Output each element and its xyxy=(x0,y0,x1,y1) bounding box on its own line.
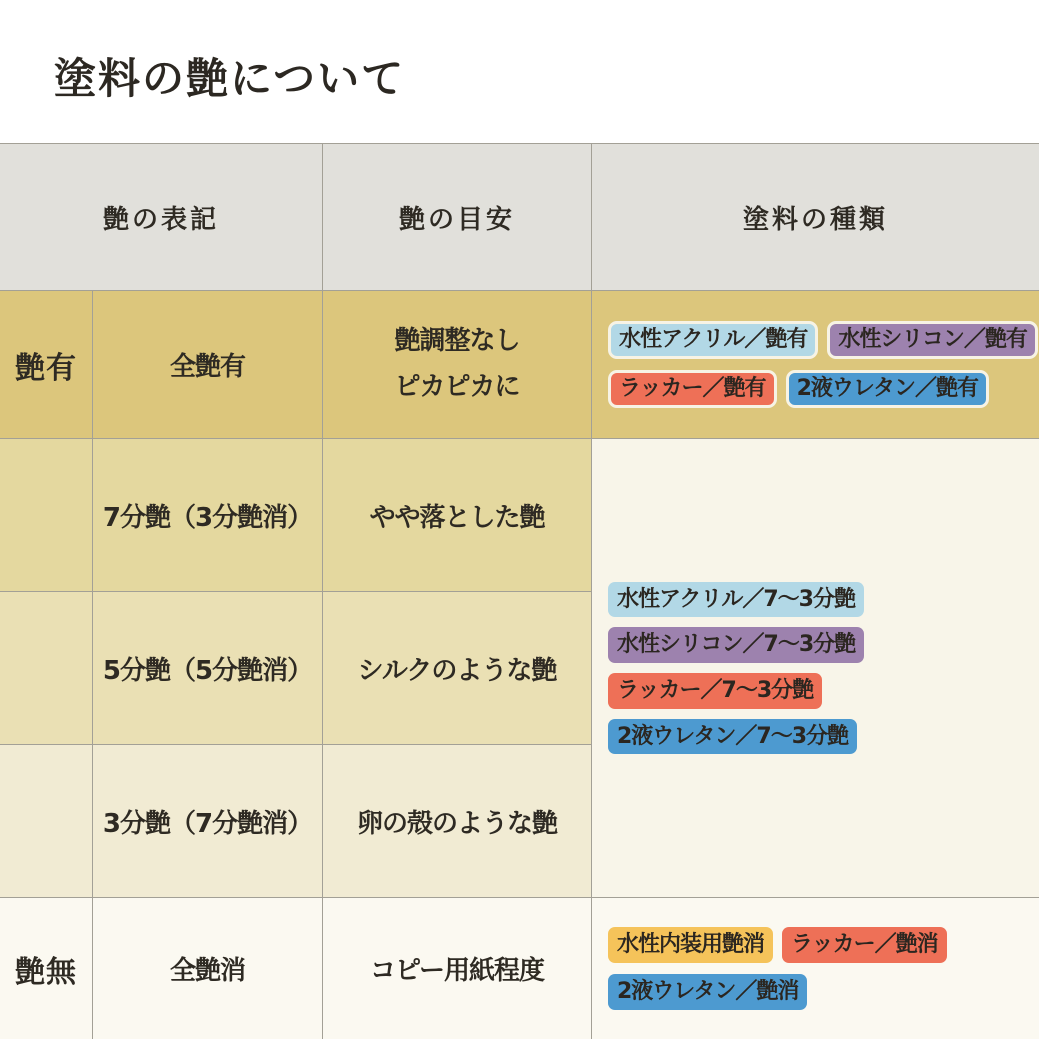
notation-gloss3: 3分艶（7分艶消） xyxy=(93,745,322,897)
paint-tag: 2液ウレタン／艶消 xyxy=(608,974,807,1010)
guide-full-gloss xyxy=(323,291,591,438)
guide-gloss5: シルクのような艶 xyxy=(323,592,591,744)
paint-tag: ラッカー／艶有 xyxy=(608,370,777,408)
notation-gloss7: 7分艶（3分艶消） xyxy=(93,439,322,591)
paint-tag-row xyxy=(608,627,864,663)
notation-matte: 全艶消 xyxy=(93,898,322,1039)
paint-tag: 水性アクリル／7～3分艶 xyxy=(608,582,864,618)
paint-tag: 水性シリコン／7～3分艶 xyxy=(608,627,864,663)
paint-tag-row xyxy=(608,370,989,408)
paint-tag: 水性内装用艶消 xyxy=(608,927,773,963)
gloss-table xyxy=(0,143,1039,1039)
guide-gloss3: 卵の殻のような艶 xyxy=(323,745,591,897)
page-title: 塗料の艶について xyxy=(54,54,406,103)
paint-tag: ラッカー／艶消 xyxy=(782,927,947,963)
paint-tag-row xyxy=(608,321,1038,359)
category-empty-cell xyxy=(0,592,92,744)
paint-tag-row xyxy=(608,927,947,963)
paint-types-matte xyxy=(592,898,1039,1039)
paint-tag-row xyxy=(608,673,822,709)
paint-types-mid-gloss xyxy=(592,439,1039,897)
paint-tag-row xyxy=(608,974,807,1010)
paint-tag-row xyxy=(608,582,864,618)
category-matte: 艶無 xyxy=(0,898,92,1039)
paint-tag-row xyxy=(608,719,857,755)
paint-types-full-gloss xyxy=(592,291,1039,438)
paint-tag: 2液ウレタン／艶有 xyxy=(786,370,989,408)
paint-tag: 水性シリコン／艶有 xyxy=(827,321,1038,359)
guide-full-gloss-line2: ピカピカに xyxy=(394,371,520,402)
paint-tag: 2液ウレタン／7～3分艶 xyxy=(608,719,857,755)
guide-full-gloss-line1: 艶調整なし xyxy=(394,326,520,356)
notation-full-gloss: 全艶有 xyxy=(93,291,322,438)
guide-matte: コピー用紙程度 xyxy=(323,898,591,1039)
header-gloss-guide: 艶の目安 xyxy=(323,144,591,290)
paint-tag: ラッカー／7～3分艶 xyxy=(608,673,822,709)
category-glossy: 艶有 xyxy=(0,291,92,438)
paint-tag: 水性アクリル／艶有 xyxy=(608,321,818,359)
notation-gloss5: 5分艶（5分艶消） xyxy=(93,592,322,744)
guide-gloss7: やや落とした艶 xyxy=(323,439,591,591)
header-gloss-notation: 艶の表記 xyxy=(0,144,322,290)
category-empty-cell xyxy=(0,745,92,897)
category-empty-cell xyxy=(0,439,92,591)
header-paint-types: 塗料の種類 xyxy=(592,144,1039,290)
